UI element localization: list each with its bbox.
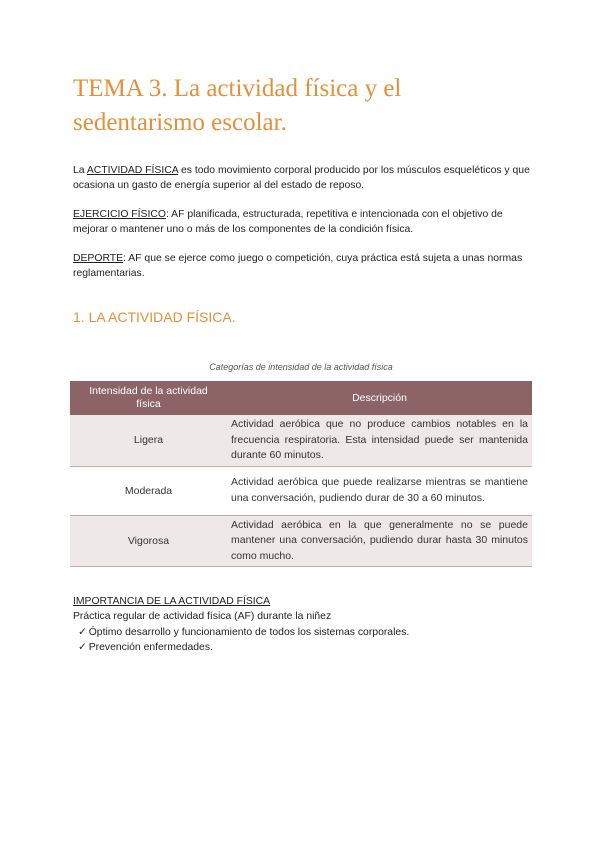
intensity-level: Moderada bbox=[70, 466, 227, 515]
definition-text: es todo movimiento corporal producido por los músculos esqueléticos y que ocasiona un gasto de energía superior al del estado de reposo. bbox=[73, 165, 530, 191]
definition-term: ACTIVIDAD FÍSICA bbox=[86, 165, 179, 176]
definition-term: EJERCICIO FÍSICO bbox=[73, 209, 166, 220]
table-caption: Categorías de intensidad de la actividad física bbox=[209, 362, 393, 372]
list-item bbox=[78, 625, 409, 640]
check-icon: ✓ bbox=[78, 627, 87, 638]
list-item-text: Prevención enfermedades. bbox=[88, 642, 213, 653]
intensity-level: Vigorosa bbox=[70, 515, 227, 567]
intensity-table bbox=[70, 381, 532, 567]
intensity-description: Actividad aeróbica que no produce cambios notables en la frecuencia respiratoria. Esta intensidad puede ser mantenida durante 60 minutos. bbox=[227, 415, 532, 466]
definition-prefix: La bbox=[73, 165, 87, 176]
page-title: TEMA 3. La actividad física y el sedentarismo escolar. bbox=[73, 75, 402, 136]
section-heading: 1. LA ACTIVIDAD FÍSICA. bbox=[73, 309, 236, 325]
definition-text: : AF planificada, estructurada, repetitiva e intencionada con el objetivo de mejorar o mantener uno o más de los componentes de la condición física. bbox=[73, 209, 503, 235]
definition-deporte bbox=[73, 251, 533, 281]
check-icon: ✓ bbox=[78, 642, 87, 653]
header-description: Descripción bbox=[227, 381, 532, 415]
importance-title: IMPORTANCIA DE LA ACTIVIDAD FÍSICA bbox=[73, 596, 271, 607]
intensity-level: Ligera bbox=[70, 415, 227, 466]
intensity-description: Actividad aeróbica en la que generalmente no se puede mantener una conversación, pudiendo durar hasta 30 minutos como mucho. bbox=[227, 515, 532, 567]
importance-list bbox=[78, 625, 409, 655]
definition-text: : AF que se ejerce como juego o competición, cuya práctica está sujeta a unas normas reglamentarias. bbox=[73, 253, 523, 279]
definition-term: DEPORTE bbox=[73, 253, 124, 264]
list-item-text: Óptimo desarrollo y funcionamiento de todos los sistemas corporales. bbox=[88, 627, 410, 638]
importance-intro: Práctica regular de actividad física (AF) durante la niñez bbox=[73, 611, 332, 622]
table-header-row bbox=[70, 381, 532, 415]
intensity-description: Actividad aeróbica que puede realizarse mientras se mantiene una conversación, pudiendo durar de 30 a 60 minutos. bbox=[227, 466, 532, 515]
header-intensity: Intensidad de la actividad física bbox=[70, 381, 227, 415]
definition-ejercicio-fisico bbox=[73, 207, 533, 237]
table-row bbox=[70, 415, 532, 466]
definition-actividad-fisica bbox=[73, 163, 533, 193]
list-item bbox=[78, 640, 409, 655]
table-row bbox=[70, 466, 532, 515]
table-row bbox=[70, 515, 532, 567]
